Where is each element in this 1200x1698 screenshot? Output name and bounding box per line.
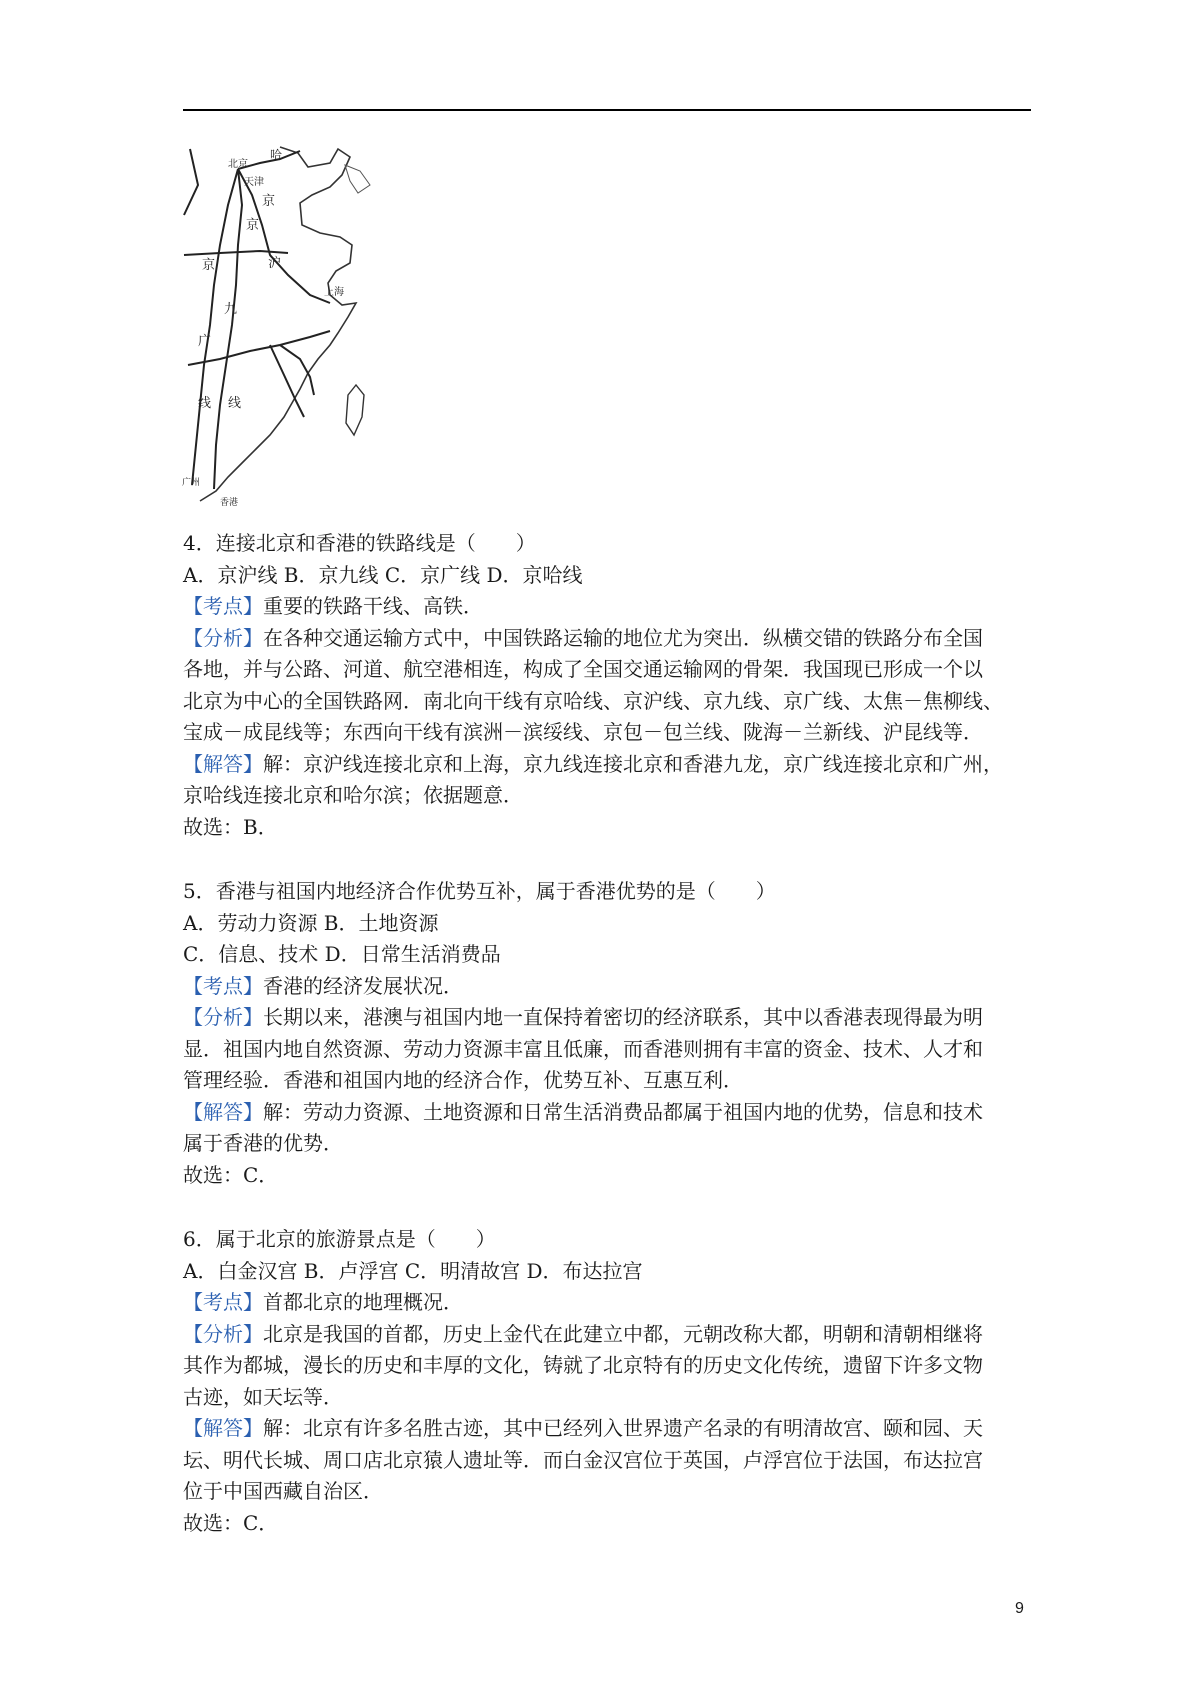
map-label-guang: 广 — [198, 334, 212, 349]
jieda-tag: 【解答】 — [183, 1416, 263, 1440]
page-number: 9 — [1015, 1600, 1024, 1617]
kaodian-tag: 【考点】 — [183, 973, 263, 998]
question-stem: 4．连接北京和香港的铁路线是（ ） — [183, 531, 536, 555]
jieda-text: 解：北京有许多名胜古迹，其中已经列入世界遗产名录的有明清故宫、颐和园、天 — [263, 1416, 983, 1440]
question-stem: 6．属于北京的旅游景点是（ ） — [183, 1227, 496, 1251]
jieda-line: 京哈线连接北京和哈尔滨；依据题意． — [183, 783, 523, 807]
fenxi-line — [183, 1319, 1043, 1351]
fenxi-line: 管理经验．香港和祖国内地的经济合作，优势互补、互惠互利． — [183, 1068, 743, 1092]
option-line: A．白金汉宫 B．卢浮宫 C．明清故宫 D．布达拉宫 — [183, 1258, 643, 1283]
question-6 — [183, 1224, 1043, 1539]
map-label-xian2: 线 — [228, 396, 242, 411]
answer-line: 故选：C． — [183, 1510, 279, 1535]
map-label-xian1: 线 — [198, 396, 212, 411]
fenxi-line — [183, 1002, 1043, 1034]
map-label-jing2: 京 — [246, 218, 260, 233]
question-5 — [183, 876, 1043, 1191]
map-label-hu: 沪 — [268, 256, 282, 271]
option-line: A．劳动力资源 B．土地资源 — [183, 910, 439, 935]
jieda-line: 坛、明代长城、周口店北京猿人遗址等．而白金汉宫位于英国，卢浮宫位于法国，布达拉宫 — [183, 1447, 983, 1472]
answer-line: 故选：B． — [183, 814, 278, 839]
jieda-text: 解：京沪线连接北京和上海，京九线连接北京和香港九龙，京广线连接北京和广州， — [263, 751, 1003, 776]
jieda-line — [183, 749, 1043, 781]
map-label-shanghai: 上海 — [324, 287, 344, 298]
kaodian-text: 香港的经济发展状况． — [263, 973, 463, 998]
map-label-jing3: 京 — [202, 258, 216, 273]
jieda-line — [183, 1413, 1043, 1445]
option-line: A．京沪线 B．京九线 C．京广线 D．京哈线 — [183, 562, 583, 587]
kaodian-line — [183, 1287, 1043, 1319]
fenxi-text: 长期以来，港澳与祖国内地一直保持着密切的经济联系，其中以香港表现得最为明 — [263, 1005, 983, 1029]
answer-line: 故选：C． — [183, 1162, 279, 1187]
map-label-jiu: 九 — [224, 302, 238, 317]
jieda-tag: 【解答】 — [183, 1099, 263, 1124]
jieda-line: 位于中国西藏自治区． — [183, 1479, 383, 1503]
kaodian-text: 首都北京的地理概况． — [263, 1290, 463, 1314]
jieda-text: 解：劳动力资源、土地资源和日常生活消费品都属于祖国内地的优势，信息和技术 — [263, 1099, 983, 1124]
kaodian-tag: 【考点】 — [183, 594, 263, 618]
fenxi-tag: 【分析】 — [183, 1321, 263, 1346]
fenxi-line: 各地，并与公路、河道、航空港相连，构成了全国交通运输网的骨架．我国现已形成一个以 — [183, 657, 983, 681]
jieda-tag: 【解答】 — [183, 751, 263, 776]
fenxi-line — [183, 623, 1043, 655]
fenxi-line: 其作为都城，漫长的历史和丰厚的文化，铸就了北京特有的历史文化传统，遗留下许多文物 — [183, 1353, 983, 1377]
kaodian-tag: 【考点】 — [183, 1290, 263, 1314]
jieda-line — [183, 1097, 1043, 1129]
map-label-beijing: 北京 — [228, 159, 248, 170]
map-label-jing1: 京 — [262, 194, 276, 209]
question-4 — [183, 528, 1043, 843]
fenxi-text: 北京是我国的首都，历史上金代在此建立中都，元朝改称大都，明朝和清朝相继将 — [263, 1321, 983, 1346]
questions-area — [183, 528, 1043, 1572]
fenxi-line: 宝成－成昆线等；东西向干线有滨洲－滨绥线、京包－包兰线、陇海－兰新线、沪昆线等． — [183, 720, 983, 744]
map-label-tianjin: 天津 — [244, 177, 264, 188]
kaodian-line — [183, 591, 1043, 623]
option-line: C．信息、技术 D．日常生活消费品 — [183, 942, 501, 966]
kaodian-line — [183, 971, 1043, 1003]
fenxi-text: 在各种交通运输方式中，中国铁路运输的地位尤为突出．纵横交错的铁路分布全国 — [263, 625, 983, 650]
jieda-line: 属于香港的优势． — [183, 1131, 343, 1155]
question-stem: 5．香港与祖国内地经济合作优势互补，属于香港优势的是（ ） — [183, 879, 776, 903]
map-label-hongkong: 香港 — [220, 498, 239, 508]
fenxi-tag: 【分析】 — [183, 625, 263, 650]
header-rule — [183, 109, 1031, 111]
fenxi-line: 古迹，如天坛等． — [183, 1384, 343, 1409]
kaodian-text: 重要的铁路干线、高铁． — [263, 594, 483, 618]
map-label-guangzhou: 广州 — [182, 478, 201, 488]
fenxi-line: 显．祖国内地自然资源、劳动力资源丰富且低廉，而香港则拥有丰富的资金、技术、人才和 — [183, 1036, 983, 1061]
fenxi-tag: 【分析】 — [183, 1005, 263, 1029]
railway-map — [180, 145, 385, 510]
map-label-ha: 哈 — [270, 148, 283, 162]
fenxi-line: 北京为中心的全国铁路网．南北向干线有京哈线、京沪线、京九线、京广线、太焦－焦柳线、 — [183, 688, 1003, 713]
